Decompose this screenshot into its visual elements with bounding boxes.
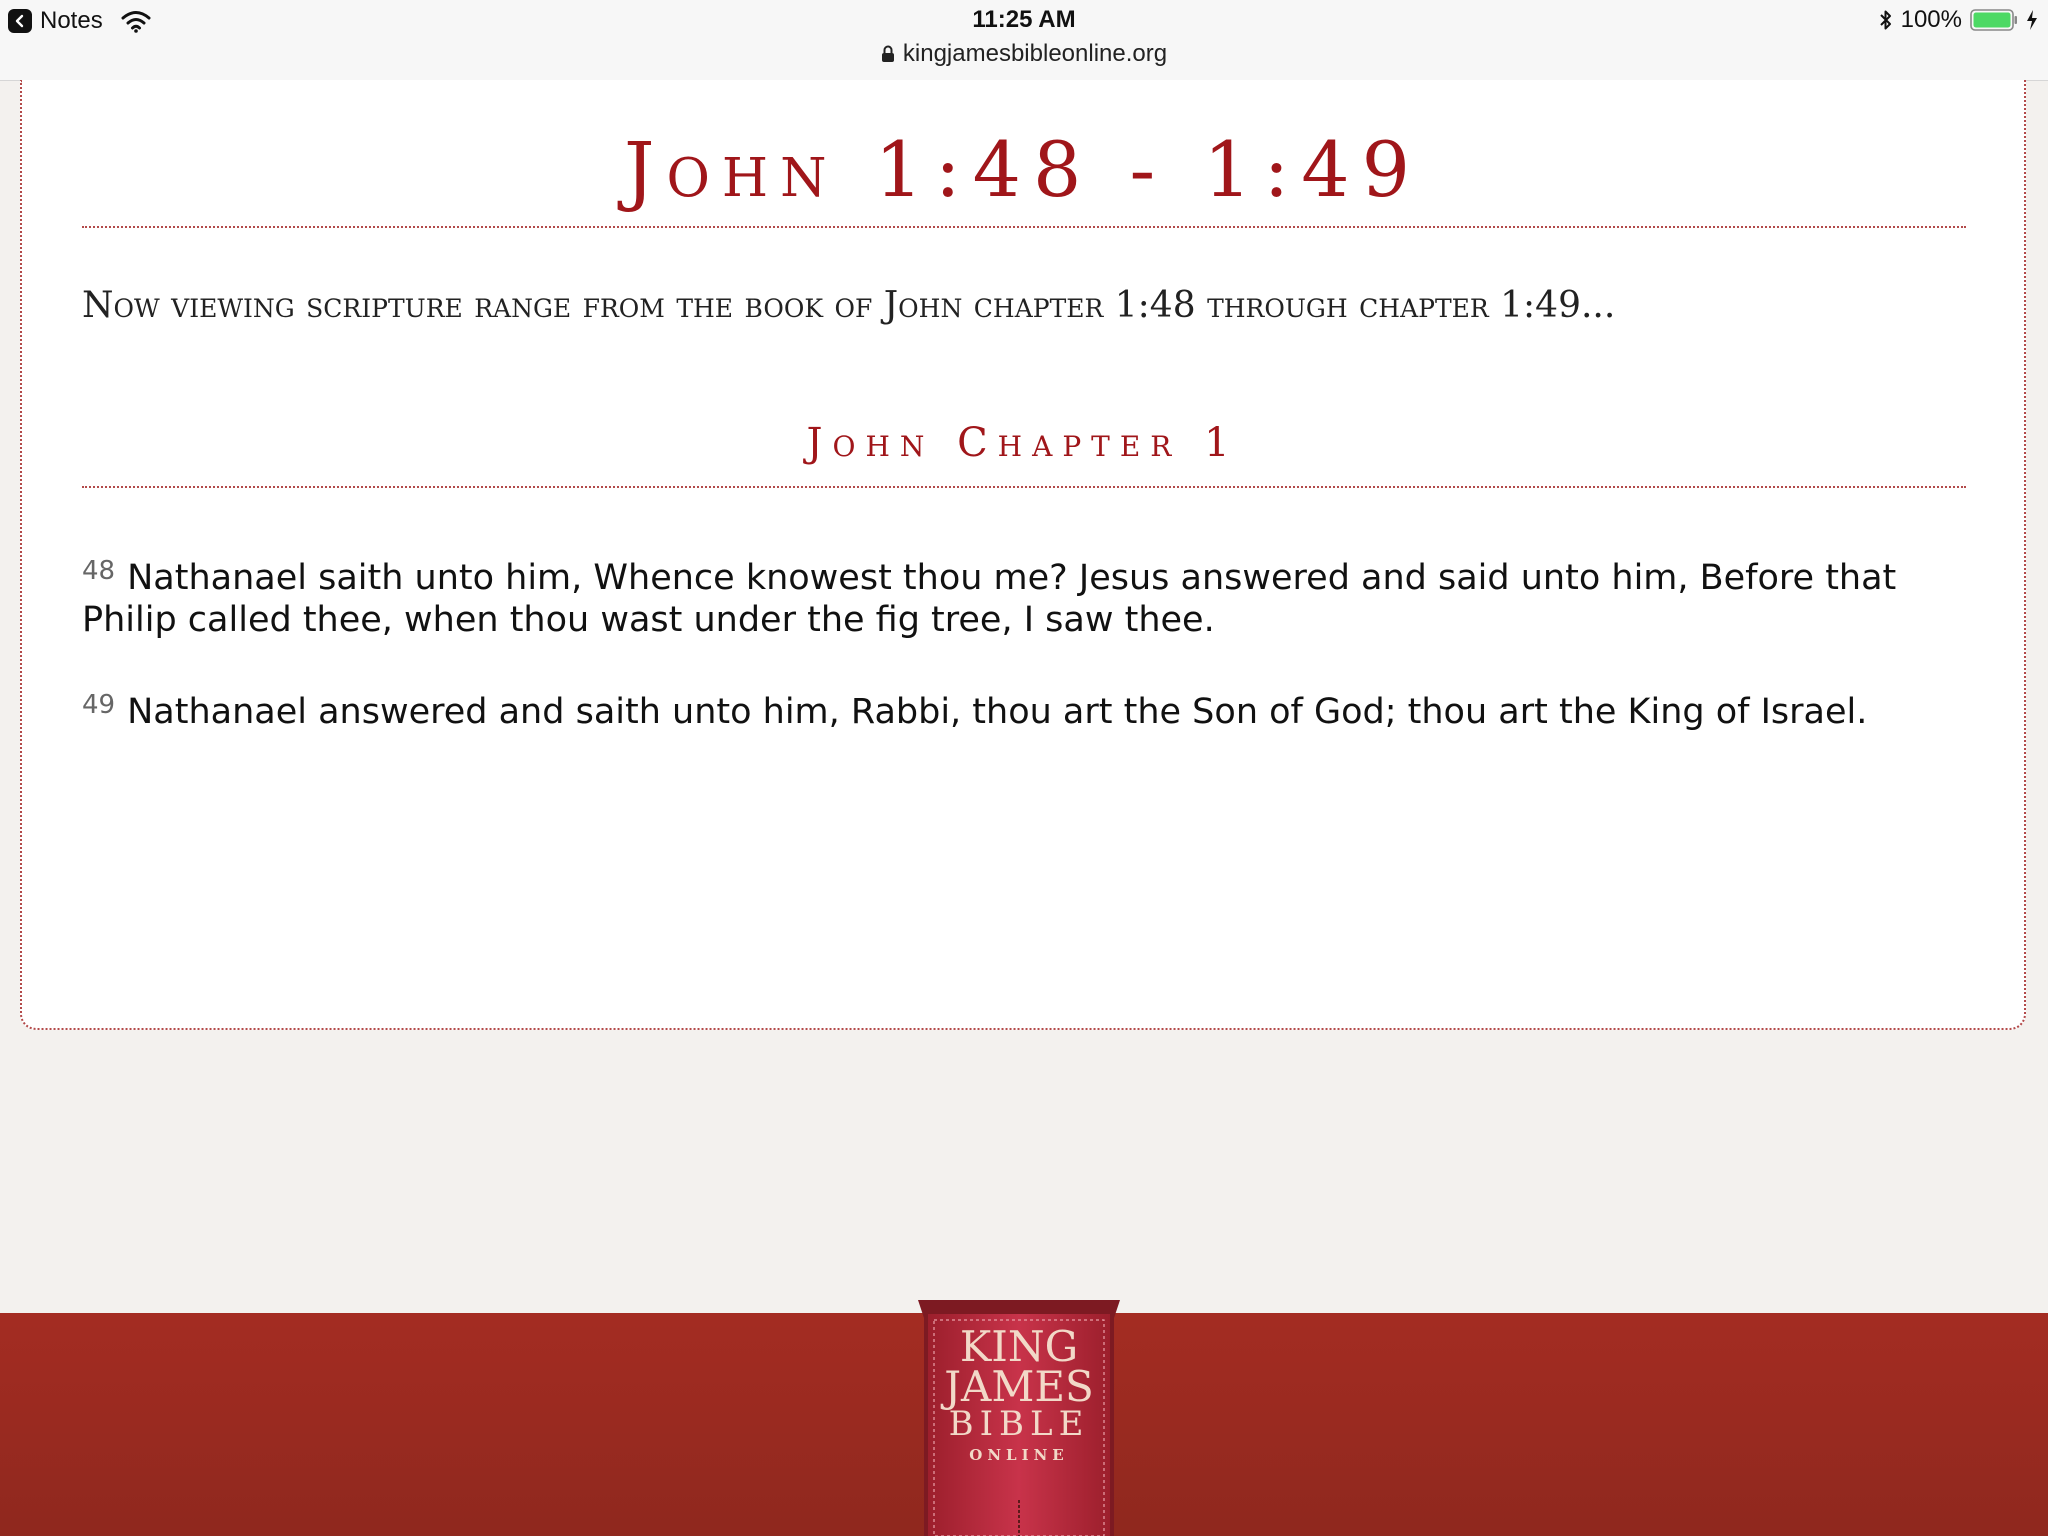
url-text: kingjamesbibleonline.org	[902, 40, 1168, 67]
status-time: 11:25 AM	[972, 6, 1076, 33]
status-bar	[0, 0, 2048, 81]
verse-49	[82, 684, 1966, 733]
verse-48	[82, 550, 1966, 641]
range-description: Now viewing scripture range from the book of John chapter 1:48 through chapter 1:49...	[82, 285, 1616, 326]
scripture-card	[20, 80, 2026, 1030]
logo-line-4: ONLINE	[969, 1446, 1069, 1464]
logo-line-1: KING	[959, 1322, 1079, 1371]
logo-line-2: JAMES	[944, 1362, 1094, 1411]
verse-text: Nathanael saith unto him, Whence knowest thou me? Jesus answered and said unto him, Before that Philip called thee, when thou wast under the fig tree, I saw thee.	[82, 558, 1897, 640]
status-indicators	[1879, 6, 2038, 34]
address-bar[interactable]	[0, 40, 2048, 68]
title-divider	[82, 226, 1966, 228]
verse-number[interactable]: 49	[82, 690, 116, 720]
charging-bolt-icon	[2026, 10, 2038, 30]
chapter-heading: John Chapter 1	[806, 420, 1240, 466]
chapter-divider	[82, 486, 1966, 488]
page-title: John 1:48 - 1:49	[624, 125, 1422, 214]
battery-percent: 100%	[1900, 6, 1962, 33]
verse-text: Nathanael answered and saith unto him, Rabbi, thou art the Son of God; thou art the King of Israel.	[127, 692, 1868, 732]
verse-number[interactable]: 48	[82, 556, 116, 586]
king-james-bible-online-logo[interactable]	[912, 1300, 1126, 1536]
bluetooth-icon	[1879, 8, 1893, 32]
back-app-label: Notes	[40, 7, 103, 34]
battery-icon	[1970, 9, 2018, 31]
logo-line-3: BIBLE	[948, 1404, 1090, 1444]
lock-icon	[881, 45, 895, 63]
